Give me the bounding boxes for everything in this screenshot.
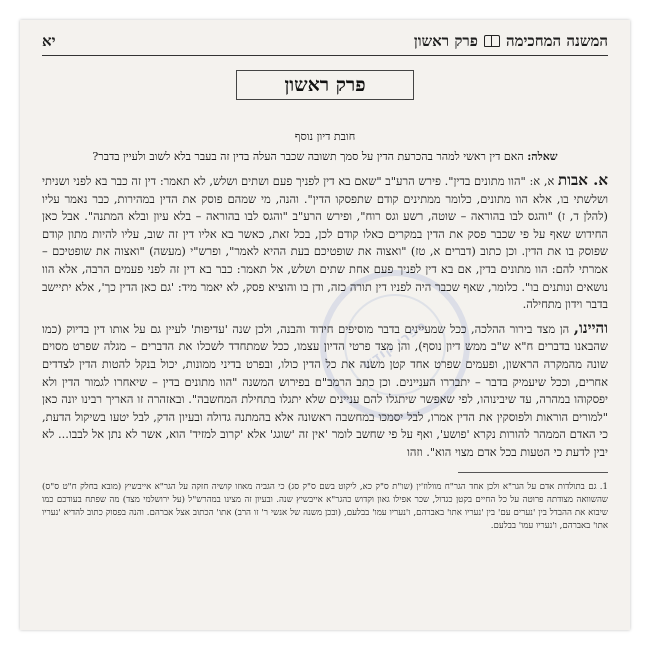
section-heading: חובת דיון נוסף [294, 130, 356, 143]
footnote-text: גם בתולדות אדם על הגר"א ולכן אחד הגר"ח מוולוז'ין (שו"ת ס"ק כא, ליקוט בשם ס"ק סג) כי הגביה מאוזו קושיה חזקה על הגר"א אייבשיץ (מובא בחלק ח"ט ס"ס) שהשוואה מצודתה פרוטה על כל החיים בקטן כגדול, שכר אפילו גאון וקדוש כהגר"א אייבשיץ שנה. ובעיון זה מצינו במהרש"ל (על ירושלמי מצד) מה שפתח בעודכם כמו שיבוא את ההבדל בין 'נערים עם' בין 'נעריו אתו' באברהם, ו'נעריו עמו' בבלעם, (ובכן משנה של אנשי ר' זו הרב) אתו' הכתוב אצל אברהם. והנה בפסוק כתוב להדיא 'נעריו אתו' באברהם, ו'נעריו עמו' בבלעם. [42, 481, 608, 531]
seal-text: ספרי קודש [360, 317, 430, 373]
chapter-title: פרק ראשון [284, 73, 366, 96]
question-label: שאלה: [527, 150, 558, 163]
footnote-marker: 1. [599, 481, 608, 492]
question-text: האם דין ראשי למהר בהכרעת הדין על סמך תשובה שכבר העלה בדין זה בעבר בלא לשוב ולעיין בדבר? [92, 150, 524, 163]
page-content [42, 30, 608, 620]
book-page [20, 20, 630, 630]
paragraph-2 [42, 317, 608, 462]
running-title-group [414, 32, 608, 51]
footnote [42, 481, 608, 533]
page-number: יא [42, 31, 56, 50]
chapter-title-box [236, 70, 414, 100]
running-chapter-label: פרק ראשון [413, 31, 478, 50]
header-divider [42, 55, 608, 56]
paragraph-1-text: א, א: "הוו מתונים בדין". פירש הרע"ב "שאם בא דין לפניך פעם ושתים ושלש, לא תאמר: דין זה כבר בא לפני ושניתי ושלשתי בו, אלא הוו מתונים, כלומר ממתינים קודם שתפסקו הדין". והנה, מי שמהם פוסק את הדין במהירות, כבר נאמר עליו (להלן ד, ז) "והגס לבו בהוראה – שוטה, רשע וגס רוח", ופירש הרע"ב "והגס לבו בהוראה – בלא עיון ובלא המתנה". אבל כאן החידוש שאף על פי שכבר פסק את הדין במקרים כאלו קודם לכן, בכל זאת, כאשר בא אליו דין זה שוב, עליו להיות מתון קודם שפוסק בו את הדין. וכן כתוב (דברים א, טז) "ואצוה את שופטיכם בעת ההיא לאמר", ופרש"י (מעשה) "ואצוה את שופטיכם – אמרתי להם: הוו מתונים בדין, אם בא דין לפניך פעם אחת שתים ושלש, אל תאמר: כבר בא דין זה לפני פעמים הרבה, אלא הוו נושאים ונותנים בו". כלומר, שאף שכבר היה לפניו דין תורה כזה, ודן בו והוציא פסק, לא יאמר מיד: 'גם כאן הדין כך', אלא יתיישב בדבר וידון מתחילה. [42, 174, 608, 312]
running-title: המשנה המחכימה [505, 31, 608, 50]
paragraph-1-lead: א. אבות [558, 171, 608, 189]
footnote-divider [458, 472, 608, 473]
paragraph-2-lead: והיינו, [573, 318, 608, 337]
paragraph-2-text: הן מצד בירור ההלכה, ככל שמעיינים בדבר מוסיפים חידוד והבנה, ולכן שנה 'עדיפות' לעיין גם על אותו דין בדיוק (כמו שהבאנו בדברים ח"א ש"ב ממש דיון נוסף), והן מצד פרטי הדיון עצמו, ככל שמתחדד לשכלו את הדברים – מגלה שפרט מסוים שונה מהמקרה הראשון, ופעמים שפרט אחד קטן משנה את כל הדין כולו, ובפרט בדיני ממונות, יכול בנקל להטות הדין לצדדים אחרים, וככל שיעמיק בדבר – יתבררו העניינים. וכן כתב הרמב"ם בפירוש המשנה "הוו מתונים בדין – שיאחרו לגמור הדין ולא יפסקוהו במהרה, עד שיבינוהו, לפי שאפשר שיתגלו להם עניינים שלא יתגלו בתחילת המחשבה". ובאזהרה זו האריך רבינו יונה כאן "למורים הוראות ולפוסקין את הדין אמרו, לבל יסמכו במחשבה ראשונה אלא בהמתנה גדולה ובעיון הדק, לבל יטעו בשיקול הדעת, כי האדם הממהר להורות נקרא 'פושע', ואף על פי שחשב לומר 'אין זה 'שוגג' אלא 'קרוב למזיד' הוא, אשר לא נתן אל לבבו... לא יבין לדעת כי הטעות בכל אדם מצוי הוא". וזהו [42, 321, 608, 459]
book-icon [484, 35, 500, 47]
question-block [72, 149, 578, 164]
running-head [42, 30, 608, 52]
paragraph-1 [42, 172, 608, 314]
